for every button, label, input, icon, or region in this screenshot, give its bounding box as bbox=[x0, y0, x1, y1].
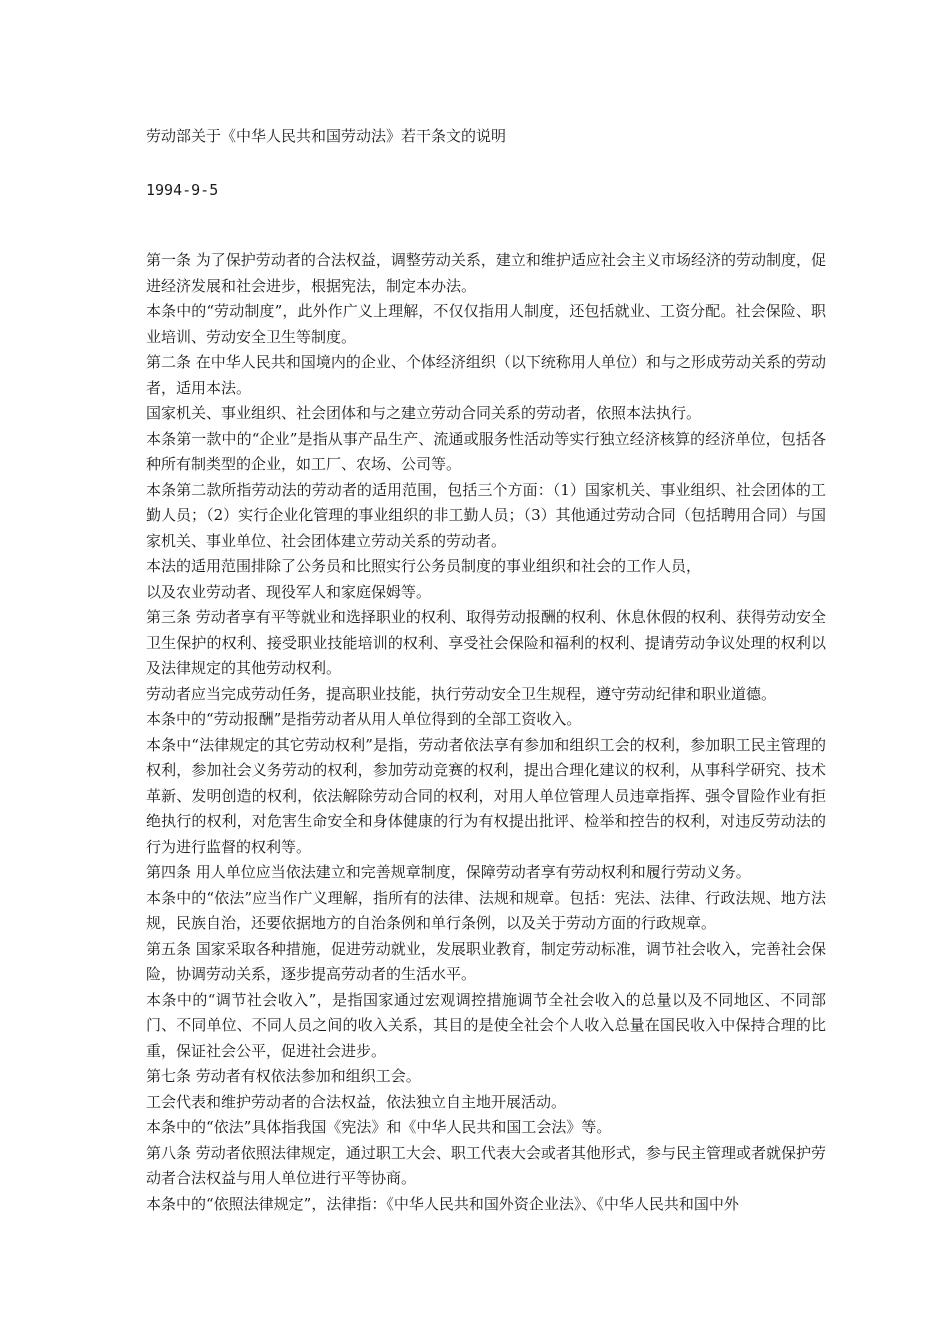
paragraph: 第四条 用人单位应当依法建立和完善规章制度，保障劳动者享有劳动权利和履行劳动义务。 bbox=[146, 863, 751, 881]
paragraph: 本条中“法律规定的其它劳动权利”是指，劳动者依法享有参加和组织工会的权利，参加职工民主管理的权利，参加社会义务劳动的权利，参加劳动竞赛的权利，提出合理化建议的权利，从事科学研究、技术革新、发明创造的权利，依法解除劳动合同的权利，对用人单位管理人员违章指挥、强令冒险作业有拒绝执行的权利，对危害生命安全和身体健康的行为有权提出批评、检举和控告的权利，对违反劳动法的行为进行监督的权利等。 bbox=[146, 735, 826, 856]
document-title: 劳动部关于《中华人民共和国劳动法》若干条文的说明 bbox=[146, 127, 507, 145]
paragraph: 第二条 在中华人民共和国境内的企业、个体经济组织（以下统称用人单位）和与之形成劳动关系的劳动者，适用本法。 bbox=[146, 353, 826, 397]
paragraph: 本条中的“调节社会收入”，是指国家通过宏观调控措施调节全社会收入的总量以及不同地区、不同部门、不同单位、不同人员之间的收入关系，其目的是使全社会个人收入总量在国民收入中保持合理的比重，保证社会公平，促进社会进步。 bbox=[146, 990, 826, 1060]
paragraph: 本条中的“劳动报酬”是指劳动者从用人单位得到的全部工资收入。 bbox=[146, 710, 582, 728]
paragraph: 本条中的“依法”应当作广义理解，指所有的法律、法规和规章。包括：宪法、法律、行政法规、地方法规，民族自治，还要依据地方的自治条例和单行条例，以及关于劳动方面的行政规章。 bbox=[146, 888, 826, 932]
paragraph: 劳动者应当完成劳动任务，提高职业技能，执行劳动安全卫生规程，遵守劳动纪律和职业道德。 bbox=[146, 684, 777, 703]
paragraph: 本条中的“依照法律规定”，法律指：《中华人民共和国外资企业法》、《中华人民共和国中外 bbox=[146, 1194, 739, 1213]
paragraph: 第一条 为了保护劳动者的合法权益，调整劳动关系，建立和维护适应社会主义市场经济的劳动制度，促进经济发展和社会进步，根据宪法，制定本办法。 bbox=[146, 251, 826, 295]
paragraph: 第五条 国家采取各种措施，促进劳动就业，发展职业教育，制定劳动标准，调节社会收入，完善社会保险，协调劳动关系，逐步提高劳动者的生活水平。 bbox=[146, 939, 826, 983]
paragraph: 以及农业劳动者、现役军人和家庭保姆等。 bbox=[146, 582, 432, 601]
paragraph: 本条中的“劳动制度”，此外作广义上理解，不仅仅指用人制度，还包括就业、工资分配。社会保险、职业培训、劳动安全卫生等制度。 bbox=[146, 302, 826, 346]
paragraph: 第七条 劳动者有权依法参加和组织工会。 bbox=[146, 1067, 421, 1085]
paragraph: 国家机关、事业组织、社会团体和与之建立劳动合同关系的劳动者，依照本法执行。 bbox=[146, 404, 702, 422]
paragraph: 本条第二款所指劳动法的劳动者的适用范围，包括三个方面：（1）国家机关、事业组织、社会团体的工勤人员；（2）实行企业化管理的事业组织的非工勤人员；（3）其他通过劳动合同（包括聘用合同）与国家机关、事业单位、社会团体建立劳动关系的劳动者。 bbox=[146, 480, 826, 550]
paragraph: 本条第一款中的“企业”是指从事产品生产、流通或服务性活动等实行独立经济核算的经济单位，包括各种所有制类型的企业，如工厂、农场、公司等。 bbox=[146, 429, 826, 473]
paragraph: 本条中的“依法”具体指我国《宪法》和《中华人民共和国工会法》等。 bbox=[146, 1118, 612, 1136]
paragraph: 第三条 劳动者享有平等就业和选择职业的权利、取得劳动报酬的权利、休息休假的权利、获得劳动安全卫生保护的权利、接受职业技能培训的权利、享受社会保险和福利的权利、提请劳动争议处理的权利以及法律规定的其他劳动权利。 bbox=[146, 608, 826, 677]
paragraph: 工会代表和维护劳动者的合法权益，依法独立自主地开展活动。 bbox=[146, 1092, 567, 1111]
document-body bbox=[146, 248, 826, 1217]
document-date: 1994-9-5 bbox=[146, 181, 219, 199]
paragraph: 第八条 劳动者依照法律规定，通过职工大会、职工代表大会或者其他形式，参与民主管理或者就保护劳动者合法权益与用人单位进行平等协商。 bbox=[146, 1143, 826, 1187]
paragraph: 本法的适用范围排除了公务员和比照实行公务员制度的事业组织和社会的工作人员， bbox=[146, 557, 702, 575]
